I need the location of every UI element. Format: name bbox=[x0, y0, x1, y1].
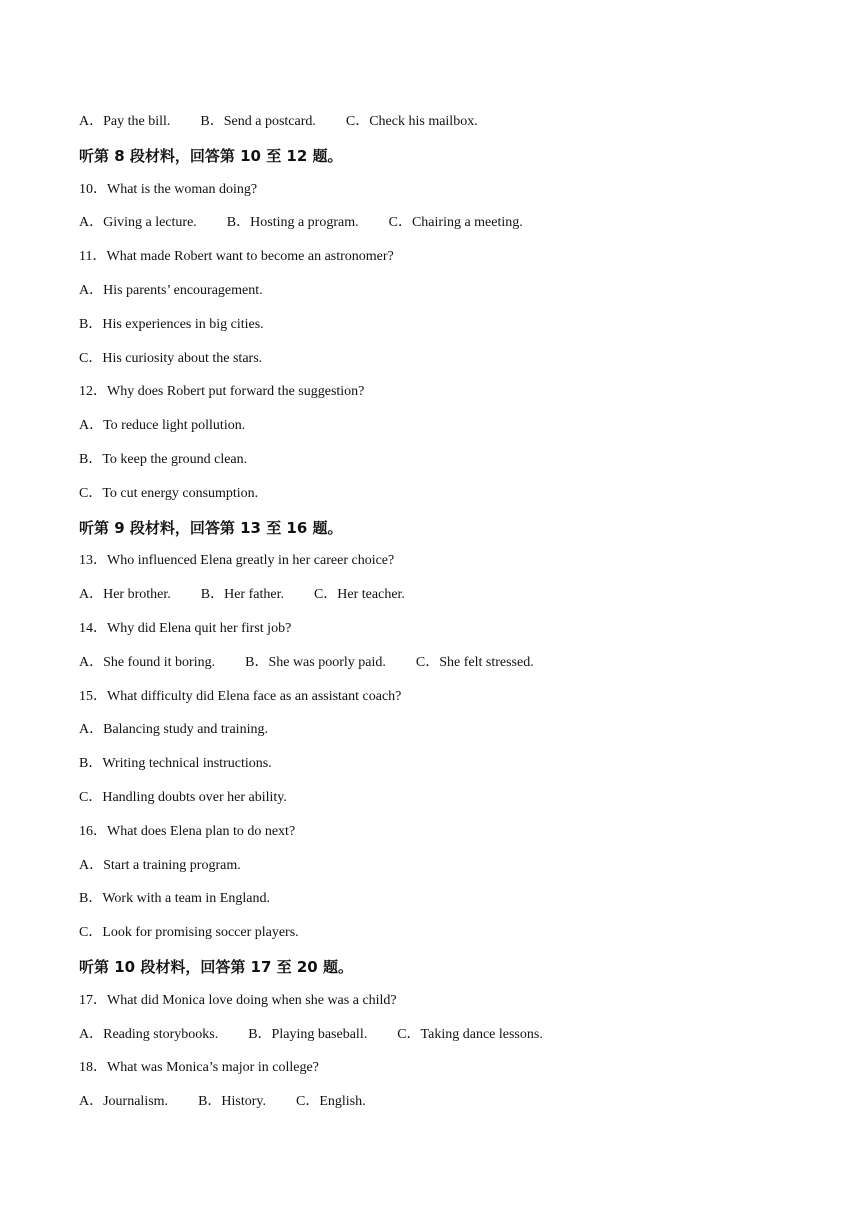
answer-option: A．She found it boring. bbox=[79, 654, 216, 670]
answer-option: A．His parents’ encouragement. bbox=[79, 282, 263, 298]
answer-option: C．Chairing a meeting. bbox=[388, 215, 523, 231]
answer-option: A．Giving a lecture. bbox=[79, 215, 197, 231]
answer-option: C．Check his mailbox. bbox=[345, 114, 478, 129]
answer-option: B．Her father. bbox=[200, 587, 284, 603]
answer-option: B．Writing technical instructions. bbox=[79, 756, 272, 772]
answer-option: A．Pay the bill. bbox=[79, 114, 171, 129]
options-row bbox=[79, 211, 799, 245]
question-text: 14．Why did Elena quit her first job? bbox=[79, 620, 292, 636]
answer-option: C．Taking dance lessons. bbox=[397, 1026, 543, 1042]
options-row bbox=[79, 1090, 799, 1124]
section-heading: 听第 10 段材料，回答第 17 至 20 题。 bbox=[79, 957, 353, 976]
answer-option: C．His curiosity about the stars. bbox=[79, 350, 263, 366]
question-text: 16．What does Elena plan to do next? bbox=[79, 823, 296, 839]
question-text: 15．What difficulty did Elena face as an assistant coach? bbox=[79, 688, 402, 704]
question-text: 11．What made Robert want to become an astronomer? bbox=[79, 249, 394, 265]
answer-option: B．She was poorly paid. bbox=[245, 654, 386, 670]
answer-option: B．Work with a team in England. bbox=[79, 891, 270, 907]
document-page bbox=[79, 110, 799, 1124]
section-heading: 听第 8 段材料，回答第 10 至 12 题。 bbox=[79, 146, 343, 165]
options-row bbox=[79, 651, 799, 685]
section-heading: 听第 9 段材料，回答第 13 至 16 题。 bbox=[79, 518, 343, 537]
answer-option: A．Start a training program. bbox=[79, 857, 241, 873]
options-row bbox=[79, 583, 799, 617]
options-row bbox=[79, 1023, 799, 1057]
answer-option: B．His experiences in big cities. bbox=[79, 316, 264, 332]
answer-option: A．Journalism. bbox=[79, 1094, 169, 1110]
question-text: 12．Why does Robert put forward the suggestion? bbox=[79, 384, 365, 400]
answer-option: C．Look for promising soccer players. bbox=[79, 925, 299, 941]
answer-option: A．Reading storybooks. bbox=[79, 1026, 219, 1042]
question-text: 13．Who influenced Elena greatly in her career choice? bbox=[79, 553, 395, 569]
answer-option: B．History. bbox=[198, 1094, 266, 1110]
question-text: 17．What did Monica love doing when she was a child? bbox=[79, 992, 397, 1008]
question-text: 10．What is the woman doing? bbox=[79, 181, 258, 197]
answer-option: C．Her teacher. bbox=[313, 587, 405, 603]
answer-option: A．Balancing study and training. bbox=[79, 722, 268, 738]
answer-option: B．To keep the ground clean. bbox=[79, 451, 248, 467]
answer-option: C．To cut energy consumption. bbox=[79, 485, 259, 501]
answer-option: C．She felt stressed. bbox=[415, 654, 534, 670]
options-row bbox=[79, 110, 799, 144]
answer-option: A．To reduce light pollution. bbox=[79, 418, 246, 434]
answer-option: B．Send a postcard. bbox=[200, 114, 316, 129]
answer-option: A．Her brother. bbox=[79, 587, 171, 603]
question-text: 18．What was Monica’s major in college? bbox=[79, 1060, 319, 1076]
answer-option: C．Handling doubts over her ability. bbox=[79, 789, 287, 805]
answer-option: B．Playing baseball. bbox=[248, 1026, 368, 1042]
answer-option: B．Hosting a program. bbox=[226, 215, 359, 231]
answer-option: C．English. bbox=[296, 1094, 366, 1110]
